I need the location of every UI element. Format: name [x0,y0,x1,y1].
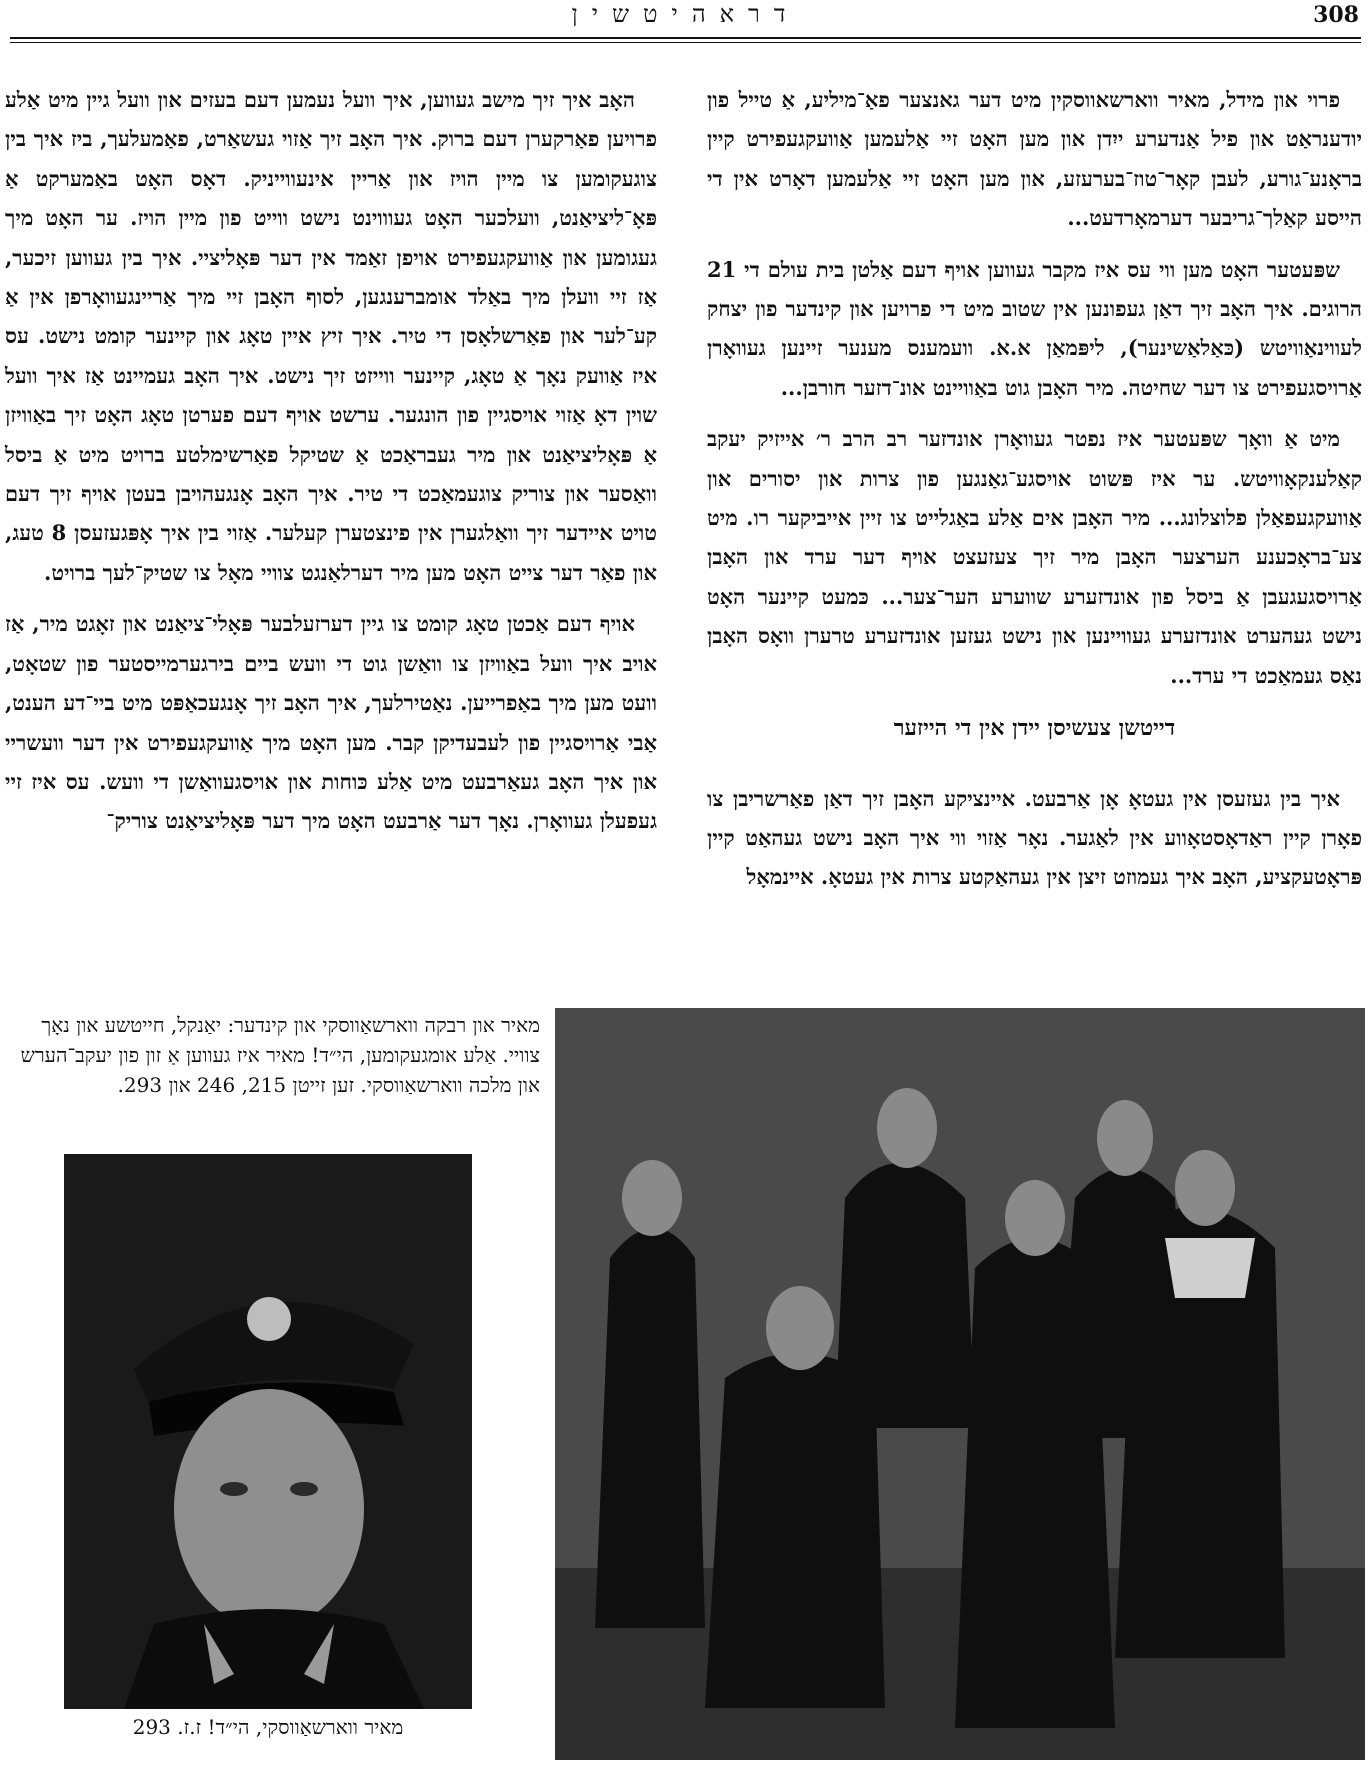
page-header [0,0,1371,40]
header-rule [10,37,1361,39]
family-photo-caption: מאיר און רבקה ווארשאַווסקי און קינדער: יאַנקל, חייטשע און נאָך צוויי. אַלע אומגעקומען, הי״ד! מאיר איז געווען אַ זון פון יעקב־הערש און מלכה ווארשאַווסקי. זען זייטן 215, 246 און 293. [20,1013,540,1097]
paragraph: אויף דעם אַכטן טאָג קומט צו גיין דערזעלבער פּאָלי־ציאַנט און זאָגט מיר, אַז אויב איך וועל באַוויזן צו וואַשן גוט די וועש ביים בירגערמייסטער פון שטאָט, וועט מען מיך באַפרייען. נאַטירלעך, איך האָב זיך אָנגעכאַפּט מיט ביי־דע הענט, אַבי אַרויסגיין פון לעבעדיקן קבר. מען האָט מיך אַוועקגעפירט אין דער וועשריי און איך האָב געאַרבעט מיט אַלע כּוחות און אויסגעוואַשן די וועש. עס איז זיי געפעלן געוואָרן. נאָך דער אַרבעט האָט מיך דער פּאָליציאַנט צוריק־ [5,611,657,834]
running-title: דראהיטשין [571,0,800,28]
family-group-photo [555,1008,1365,1760]
text-column-right [707,80,1362,897]
paragraph: האָב איך זיך מישב געווען, איך וועל נעמען דעם בעזים און וועל גיין מיט אַלע פרויען פאַרקערן דעם ברוק. איך האָב זיך אַזוי געשאַרט, פאַמעלעך, ביז איך בין צוגעקומען צו מיין הויז און אַריין אינעווייניק. דאָס האָט באַמערקט אַ פּאָ־ליציאַנט, וועלכער האָט געוווינט נישט ווייט פון מיין הויז. ער האָט מיך געגומען און אַוועקגעפירט אויפן זאַמד אין דער פּאָליציי. איך בין געווען זיכער, אַז זיי וועלן מיך באַלד אומברענגען, לסוף האָבן זיי מיך אַריינגעוואָרפן אין אַ קע־לער און פאַרשלאָסן די טיר. איך זיץ איין טאָג און קיינער קומט נישט. עס איז אַוועק נאָך אַ טאָג, קיינער ווייזט זיך נישט. איך האָב געמיינט אַז איך וועל שוין דאָ אַזוי אויסגיין פון הונגער. ערשט אויף דעם פערטן טאָג האָט זיך באַוויזן אַ פּאָליציאַנט און מיר געבראַכט אַ שטיקל פאַרשימלטע ברויט מיט אַ ביסל וואַסער און צוריק צוגעמאַכט די טיר. איך האָב אָנגעהויבן בעטן אויף זיך דעם טויט איידער זיך וואַלגערן אין פינצטערן קעלער. אַזוי בין איך אָפּגעזעסן 8 טעג, און פאַר דער צייט האָט מען מיר דערלאַנגט צוויי מאָל צו שטיק־לעך ברויט. [5,87,657,585]
paragraph: איך בין געזעסן אין געטאָ אָן אַרבעט. איינציקע האָבן זיך דאַן פאַרשריבן צו פאָרן קיין ראַדאָסטאָווע אין לאַגער. נאָר אַזוי ווי איך האָב נישט געהאַט קיין פּראָטעקציע, האָב איך געמוזט זיצן אין געהאַקטע צרות אין געטאָ. איינמאָל [707,785,1362,890]
page-number: 308 [1313,2,1359,28]
paragraph: שפּעטער האָט מען ווי עס איז מקבר געווען אויף דעם אַלטן בית עולם די 21 הרוגים. איך האָב זיך דאַן געפונען אין שטוב מיט די פרויען און קינדער פון יצחק לעווינאַוויטש (כּאַלאַשינער), ליפּמאַן א.א. וועמענס מענער זיינען געוואָרן אַרויסגעפירט צו דער שחיטה. מיר האָבן גוט באַוויינט אונ־דזער חורבן... [707,256,1362,400]
header-rule-thin [10,42,1361,43]
soldier-portrait-photo [64,1154,472,1709]
paragraph: מיט אַ וואָך שפּעטער איז נפטר געוואָרן אונדזער רב הרב ר׳ אייזיק יעקב קאַלענקאָוויטש. ער איז פּשוט אויסגע־גאַנגען פון צרות און יסורים און אַוועקגעפאַלן פלוצלונג... מיר האָבן אים אַלע באַגלייט צו זיין אייביקער רו. מיט צע־בראָכענע הערצער האָבן מיר זיך צעזעצט אויף דער ערד און האָבן אַרויסגעגעבן אַ ביסל פון אונדזערע שווערע הער־צער... כּמעט קיינער האָט נישט געהערט אונדזערע געוויינען און נישט געזען אונדזערע טרערן וואָס האָבן נאַס געמאַכט די ערד... [707,426,1362,688]
paragraph: פרוי און מידל, מאיר ווארשאווסקין מיט דער גאנצער פאַ־מיליע, אַ טייל פון יודענראַט און פיל אַנדערע ייִדן און מען האָט זיי אַלעמען אַוועקגעפירט קיין בראָנע־גורע, לעבן קאָר־טוז־בערעזע, און מען האָט זיי אַלעמען דאָרט אין די הייסע קאַלך־גריבער דערמאָרדעט... [707,87,1362,231]
text-column-left [5,80,657,841]
soldier-photo-caption: מאיר ווארשאַווסקי, הי״ד! ז.ז. 293 [132,1715,404,1739]
section-subheading: דייטשן צעשיסן יידן אין די הייזער [893,715,1176,742]
